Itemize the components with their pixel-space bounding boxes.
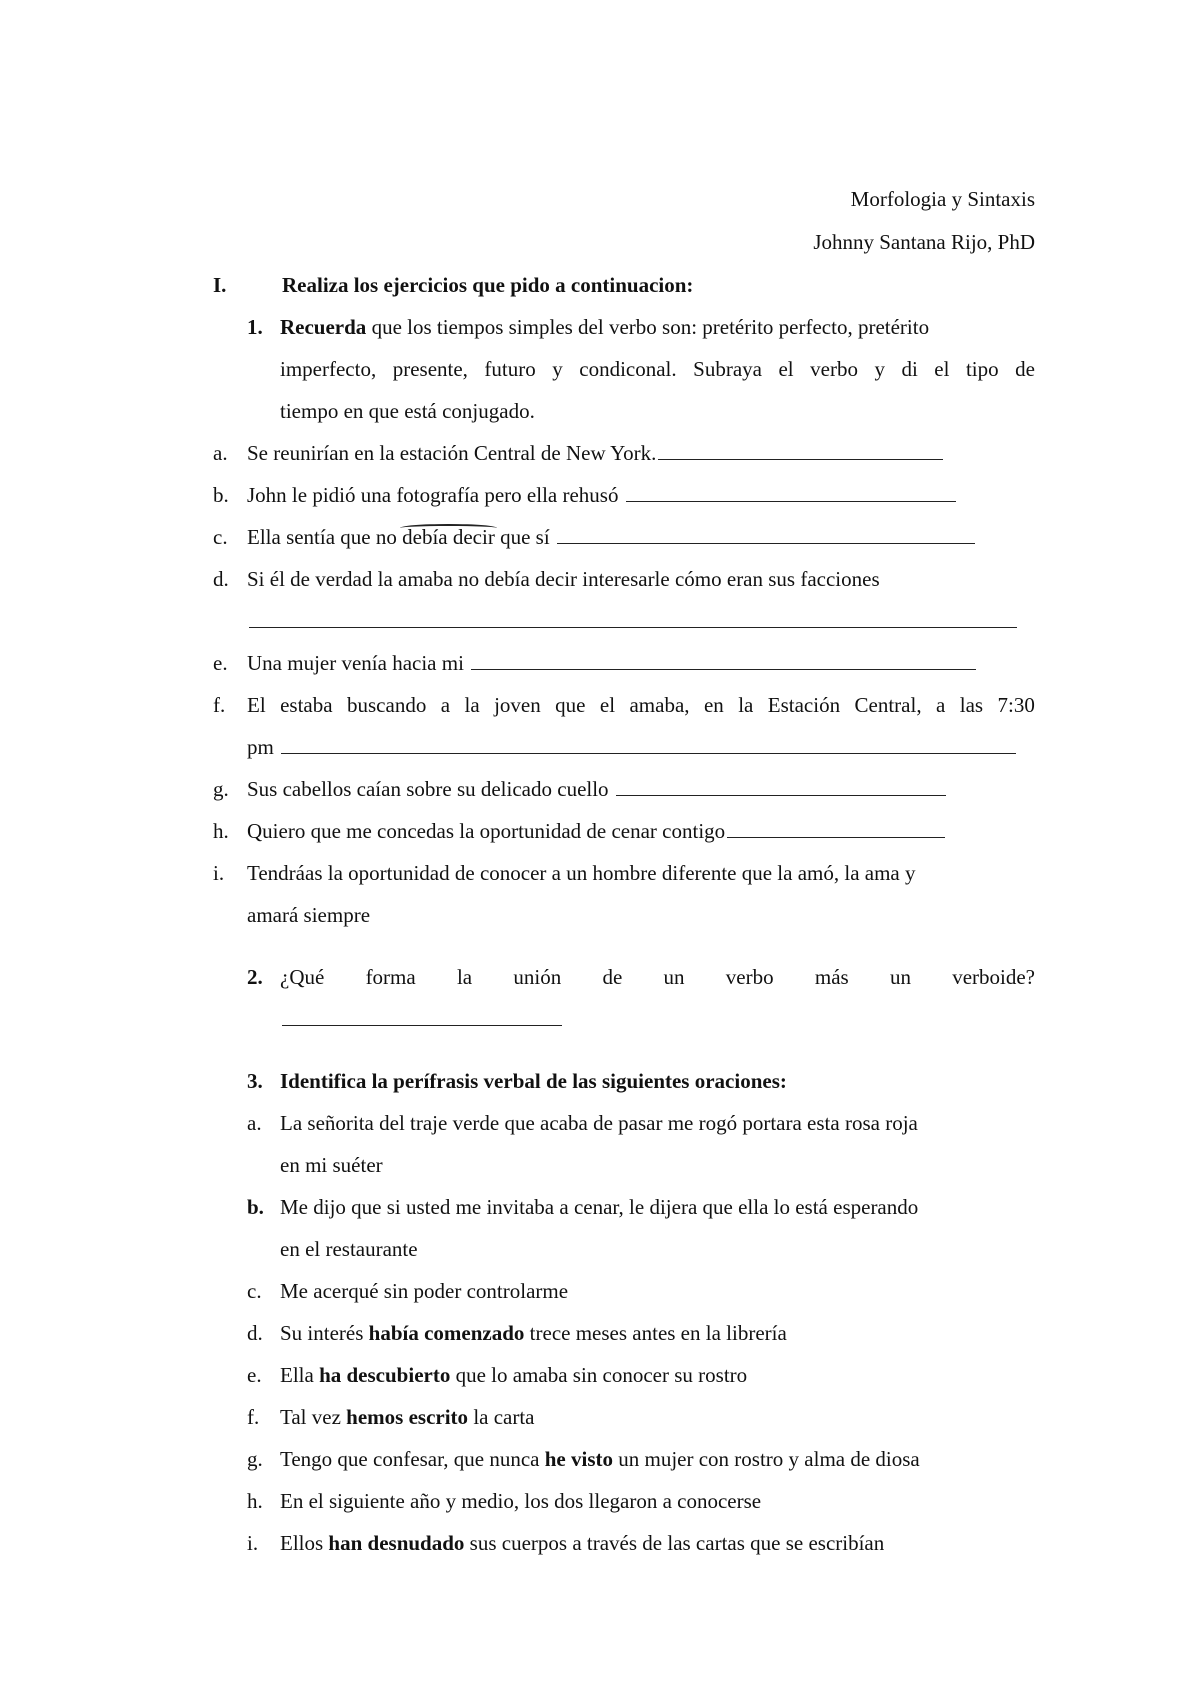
q3-item-i <box>280 1533 884 1554</box>
sentence: John le pidió una fotografía pero ella rehusó <box>247 483 619 507</box>
word: a <box>440 693 451 717</box>
word: joven <box>494 693 541 717</box>
word: de <box>1015 357 1035 381</box>
q3-title: Identifica la perífrasis verbal de las siguientes oraciones: <box>280 1069 787 1093</box>
word: El <box>247 693 266 717</box>
word: Central, <box>854 693 922 717</box>
word: un <box>663 965 685 989</box>
answer-blank[interactable] <box>282 1024 562 1026</box>
word: verboide? <box>952 965 1035 989</box>
sentence-start: Ella sentía que no <box>247 525 403 549</box>
answer-blank[interactable] <box>281 752 1016 754</box>
word: de <box>602 965 623 989</box>
sentence-start: Su interés <box>280 1321 369 1345</box>
q3-item-e <box>280 1365 747 1386</box>
q1-item-label: h. <box>213 819 229 843</box>
sentence-start: Tal vez <box>280 1405 347 1429</box>
highlighted-verb: ha descubierto <box>319 1363 451 1387</box>
q1-line3: tiempo en que está conjugado. <box>280 399 535 423</box>
answer-blank[interactable] <box>249 626 1017 628</box>
word: di <box>901 357 918 381</box>
q1-item-g <box>247 779 946 800</box>
word: forma <box>365 965 416 989</box>
author-name: Johnny Santana Rijo, PhD <box>813 230 1035 254</box>
word: presente, <box>392 357 468 381</box>
q1-item-label: g. <box>213 777 229 801</box>
word: y <box>552 357 563 381</box>
sentence: Una mujer venía hacia mi <box>247 651 464 675</box>
word: verbo <box>725 965 774 989</box>
q1-item-label: i. <box>213 861 225 885</box>
section-numeral: I. <box>213 273 227 297</box>
answer-blank[interactable] <box>557 542 975 544</box>
q3-item-label: a. <box>247 1111 262 1135</box>
sentence: Quiero que me concedas la oportunidad de cenar contigo <box>247 819 726 843</box>
q1-item-label: b. <box>213 483 229 507</box>
q1-item-label: f. <box>213 693 226 717</box>
word: y <box>874 357 885 381</box>
answer-blank[interactable] <box>658 458 943 460</box>
sentence-end: trece meses antes en la librería <box>524 1321 787 1345</box>
q1-item-f-cont <box>247 737 1016 758</box>
answer-blank[interactable] <box>616 794 946 796</box>
answer-blank[interactable] <box>471 668 976 670</box>
q1-item-label: e. <box>213 651 228 675</box>
word: las <box>959 693 984 717</box>
sentence-start: Ellos <box>280 1531 329 1555</box>
word: el <box>934 357 950 381</box>
q1-item-d-blank-line <box>247 611 1017 632</box>
q3-item-label: g. <box>247 1447 263 1471</box>
word: a <box>936 693 946 717</box>
sentence-cont: pm <box>247 735 274 759</box>
word: un <box>889 965 911 989</box>
q3-item-c: Me acerqué sin poder controlarme <box>280 1279 569 1303</box>
q1-line1-text: que los tiempos simples del verbo son: pretérito perfecto, pretérito <box>371 315 930 339</box>
q3-item-d <box>280 1323 787 1344</box>
sentence: Sus cabellos caían sobre su delicado cuello <box>247 777 609 801</box>
word: la <box>464 693 480 717</box>
q1-item-c <box>247 527 975 548</box>
q3-item-label: e. <box>247 1363 262 1387</box>
word: verbo <box>810 357 858 381</box>
word: Subraya <box>693 357 762 381</box>
q1-line1 <box>280 317 929 338</box>
q3-item-label: d. <box>247 1321 263 1345</box>
q3-item-a: La señorita del traje verde que acaba de pasar me rogó portara esta rosa roja <box>280 1111 918 1135</box>
q3-item-label: h. <box>247 1489 263 1513</box>
word: el <box>599 693 616 717</box>
sentence-end: la carta <box>468 1405 535 1429</box>
word: ¿Qué <box>280 965 325 989</box>
highlighted-verb: he visto <box>544 1447 613 1471</box>
q3-item-g <box>280 1449 920 1470</box>
word: tipo <box>965 357 999 381</box>
q2-blank-line <box>280 1009 562 1030</box>
q1-item-label: d. <box>213 567 229 591</box>
q3-item-label: i. <box>247 1531 259 1555</box>
word: Estación <box>767 693 841 717</box>
word: imperfecto, <box>280 357 377 381</box>
word: buscando <box>347 693 427 717</box>
q1-item-i-cont: amará siempre <box>247 903 371 927</box>
highlighted-verb: hemos escrito <box>346 1405 469 1429</box>
q3-item-f <box>280 1407 535 1428</box>
q3-item-label: c. <box>247 1279 262 1303</box>
q1-item-i: Tendráas la oportunidad de conocer a un hombre diferente que la amó, la ama y <box>247 861 916 885</box>
q3-item-b-cont: en el restaurante <box>280 1237 418 1261</box>
word: futuro <box>484 357 536 381</box>
q3-number: 3. <box>247 1069 263 1093</box>
word: unión <box>513 965 562 989</box>
word: que <box>555 693 586 717</box>
q3-item-b: Me dijo que si usted me invitaba a cenar, le dijera que ella lo está esperando <box>280 1195 919 1219</box>
q1-item-a <box>247 443 943 464</box>
q3-item-h: En el siguiente año y medio, los dos llegaron a conocerse <box>280 1489 762 1513</box>
q1-lead: Recuerda <box>280 315 367 339</box>
word: la <box>738 693 754 717</box>
sentence-end: que lo amaba sin conocer su rostro <box>450 1363 748 1387</box>
word: el <box>778 357 794 381</box>
q3-item-a-cont: en mi suéter <box>280 1153 383 1177</box>
sentence-end: sus cuerpos a través de las cartas que se escribían <box>464 1531 885 1555</box>
word: condiconal. <box>579 357 677 381</box>
q1-number: 1. <box>247 315 263 339</box>
q1-item-label: a. <box>213 441 228 465</box>
q1-item-h <box>247 821 945 842</box>
q1-item-b <box>247 485 956 506</box>
q2-question <box>280 967 1035 988</box>
q3-item-label: f. <box>247 1405 260 1429</box>
answer-blank[interactable] <box>626 500 956 502</box>
sentence-end: que sí <box>494 525 550 549</box>
marked-verb: debía decir <box>402 525 495 549</box>
word: la <box>456 965 473 989</box>
highlighted-verb: han desnudado <box>328 1531 465 1555</box>
word: amaba, <box>629 693 690 717</box>
q1-item-e <box>247 653 976 674</box>
word: más <box>814 965 849 989</box>
q2-number: 2. <box>247 965 263 989</box>
section-title: Realiza los ejercicios que pido a continuacion: <box>282 273 694 297</box>
q1-item-label: c. <box>213 525 228 549</box>
q1-item-d: Si él de verdad la amaba no debía decir interesarle cómo eran sus facciones <box>247 567 880 591</box>
word: en <box>703 693 724 717</box>
word: 7:30 <box>997 693 1035 717</box>
q1-line2 <box>280 359 1035 380</box>
sentence: Se reunirían en la estación Central de New York. <box>247 441 657 465</box>
sentence-start: Ella <box>280 1363 320 1387</box>
highlighted-verb: había comenzado <box>368 1321 525 1345</box>
q3-item-label: b. <box>247 1195 264 1219</box>
answer-blank[interactable] <box>727 836 945 838</box>
sentence-end: un mujer con rostro y alma de diosa <box>613 1447 920 1471</box>
course-title: Morfologia y Sintaxis <box>850 187 1035 211</box>
word: estaba <box>280 693 333 717</box>
sentence-start: Tengo que confesar, que nunca <box>280 1447 545 1471</box>
q1-item-f <box>247 695 1035 716</box>
